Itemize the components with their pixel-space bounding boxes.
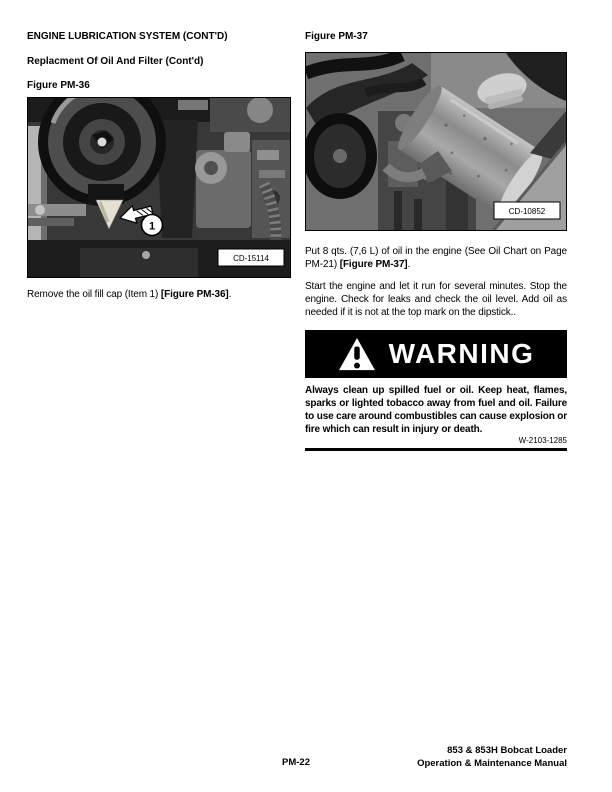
- footer-doc-title-line1: 853 & 853H Bobcat Loader: [447, 745, 567, 756]
- footer-doc-title-line2: Operation & Maintenance Manual: [417, 758, 567, 769]
- figure-pm37-photo: [305, 52, 567, 231]
- warning-body-text: Always clean up spilled fuel or oil. Keep heat, flames, sparks or lighted tobacco away from fuel and oil. Failure to use care around combustibles can cause explosion or fire which can result in injury or death.: [305, 385, 567, 435]
- photo-id-text-pm36: CD-15114: [233, 254, 269, 263]
- photo-id-label-pm37: [494, 202, 560, 219]
- figure-pm36-caption: [27, 288, 291, 301]
- paragraph1-figure-ref: [Figure PM-37]: [339, 259, 408, 270]
- paragraph-put-oil: [305, 245, 567, 271]
- paragraph-start-engine: Start the engine and let it run for several minutes. Stop the engine. Check for leaks and check the oil level. Add oil as needed if it is not at the top mark on the dipstick..: [305, 281, 567, 318]
- figure-pm36-photo: [27, 97, 291, 278]
- section-title: ENGINE LUBRICATION SYSTEM (CONT'D): [27, 31, 228, 42]
- warning-divider-rule: [305, 448, 567, 451]
- figure-label-pm37: Figure PM-37: [305, 31, 368, 42]
- warning-code: W-2103-1285: [518, 436, 567, 445]
- photo-id-label-pm36: [218, 249, 284, 266]
- engine-oil-fill-cap-photo-illustration: [28, 98, 290, 277]
- caption-suffix: .: [228, 289, 232, 300]
- warning-triangle-icon: [338, 337, 376, 372]
- callout-1-number: 1: [148, 220, 156, 233]
- footer-page-number: PM-22: [282, 757, 310, 768]
- caption-figure-ref: [Figure PM-36]: [160, 289, 229, 300]
- photo-id-text-pm37: CD-10852: [508, 207, 546, 216]
- paragraph1-text: Put 8 qts. (7,6 L) of oil in the engine (See Oil Chart on Page PM-21): [305, 246, 567, 270]
- warning-banner: [305, 330, 567, 378]
- subsection-title: Replacment Of Oil And Filter (Cont'd): [27, 56, 204, 67]
- callout-1-badge: [142, 215, 163, 236]
- figure-label-pm36: Figure PM-36: [27, 80, 90, 91]
- caption-text: Remove the oil fill cap (Item 1): [27, 289, 161, 300]
- pouring-oil-photo-illustration: [306, 53, 566, 230]
- paragraph1-suffix: .: [407, 259, 411, 270]
- warning-title: WARNING: [388, 338, 535, 369]
